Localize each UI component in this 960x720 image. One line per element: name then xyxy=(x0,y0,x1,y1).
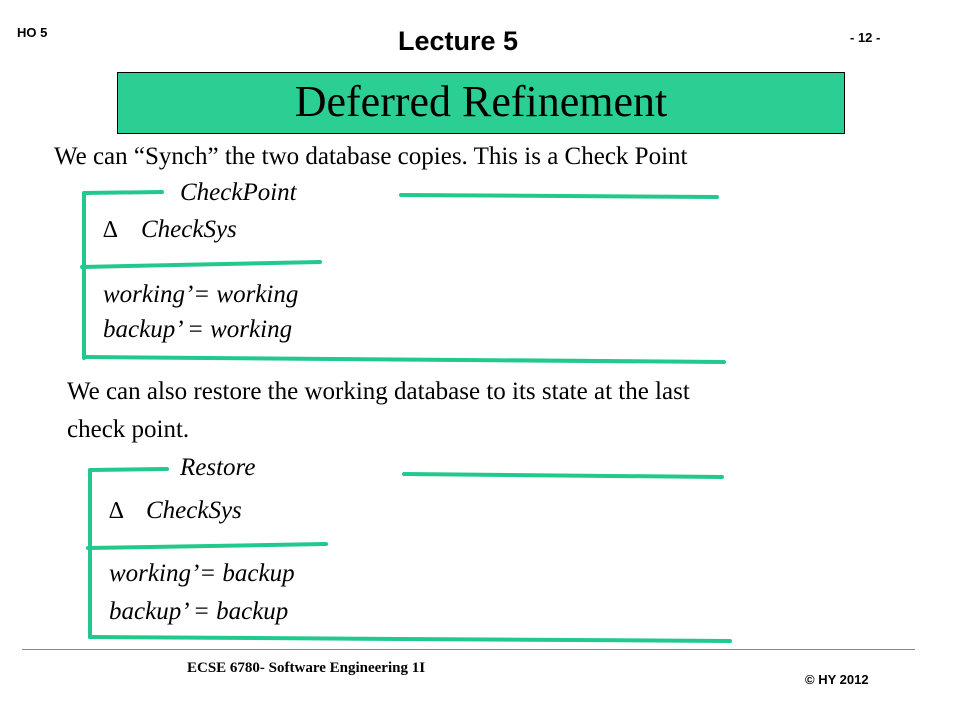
restore-top-left-line xyxy=(90,469,167,470)
intro-text: We can “Synch” the two database copies. This is a Check Point xyxy=(54,143,688,170)
restore-bottom-line xyxy=(90,637,730,641)
handout-label: HO 5 xyxy=(17,25,48,40)
footer-rule xyxy=(22,649,915,650)
restore-predicate-1: working’= backup xyxy=(109,560,295,587)
slide-title: Deferred Refinement xyxy=(294,77,668,126)
checkpoint-predicate-1: working’= working xyxy=(103,281,299,308)
restore-divider xyxy=(88,544,326,548)
restore-declaration: CheckSys xyxy=(146,497,242,524)
restore-top-right-line xyxy=(404,474,722,477)
restore-text-line2: check point. xyxy=(67,416,190,443)
checkpoint-delta-icon: ∆ xyxy=(103,217,118,243)
course-label: ECSE 6780- Software Engineering 1I xyxy=(187,660,426,676)
page-number: - 12 - xyxy=(850,30,881,45)
checkpoint-declaration: CheckSys xyxy=(141,216,237,243)
restore-schema-name: Restore xyxy=(180,454,256,481)
restore-predicate-2: backup’ = backup xyxy=(109,598,289,625)
checkpoint-predicate-2: backup’ = working xyxy=(103,316,293,343)
restore-text-line1: We can also restore the working database to its state at the last xyxy=(67,378,690,405)
lecture-heading: Lecture 5 xyxy=(398,26,519,56)
copyright-label: © HY 2012 xyxy=(805,672,869,687)
checkpoint-schema-name: CheckPoint xyxy=(180,179,297,206)
restore-delta-icon: ∆ xyxy=(109,498,124,524)
